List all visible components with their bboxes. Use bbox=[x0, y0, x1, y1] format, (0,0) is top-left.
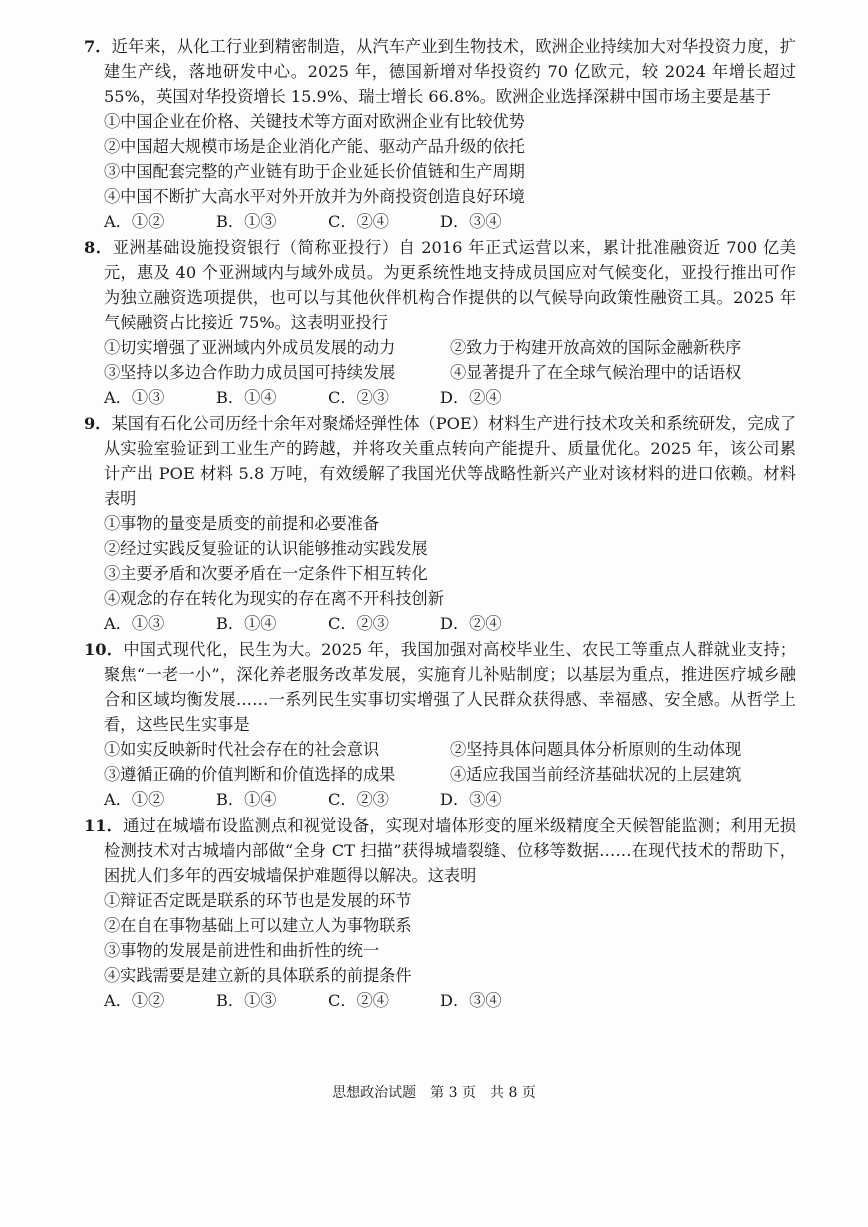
answer-choice-a: A．①② bbox=[104, 991, 165, 1010]
question-text: 通过在城墙布设监测点和视觉设备，实现对墙体形变的厘米级精度全天候智能监测；利用无损检测技术对古城墙内部做“全身 CT 扫描”获得城墙裂缝、位移等数据……在现代技术的帮助下，困扰人们多年的西安城墙保护难题得以解决。这表明 bbox=[104, 816, 796, 885]
answer-choice-c: C．②③ bbox=[328, 388, 389, 407]
answer-choice-c: C．②④ bbox=[328, 212, 389, 231]
question-number: 10． bbox=[84, 640, 124, 659]
question-number: 9． bbox=[84, 414, 112, 433]
page-footer: 思想政治试题 第 3 页 共 8 页 bbox=[332, 1085, 536, 1101]
answer-choice-c: C．②③ bbox=[328, 614, 389, 633]
statement-option: ④实践需要是建立新的具体联系的前提条件 bbox=[104, 966, 412, 985]
question-9 bbox=[84, 411, 796, 636]
answer-choices bbox=[84, 787, 796, 812]
answer-choice-a: A．①② bbox=[104, 790, 165, 809]
question-text: 中国式现代化，民生为大。2025 年，我国加强对高校毕业生、农民工等重点人群就业支持；聚焦“一老一小”，深化养老服务改革发展，实施育儿补贴制度；以基层为重点，推进医疗城乡融合和区域均衡发展……一系列民生实事切实增强了人民群众获得感、幸福感、安全感。从哲学上看，这些民生实事是 bbox=[104, 640, 796, 734]
answer-choice-b: B．①④ bbox=[216, 388, 277, 407]
option-list bbox=[84, 335, 796, 385]
question-list bbox=[84, 34, 796, 1014]
question-text: 近年来，从化工行业到精密制造，从汽车产业到生物技术，欧洲企业持续加大对华投资力度，扩建生产线，落地研发中心。2025 年，德国新增对华投资约 70 亿欧元，较 2024 年增长超过 55%，英国对华投资增长 15.9%、瑞士增长 66.8%。欧洲企业选择深耕中国市场主要是基于 bbox=[104, 37, 796, 106]
answer-choice-b: B．①④ bbox=[216, 614, 277, 633]
question-number: 11． bbox=[84, 816, 124, 835]
statement-option: ①切实增强了亚洲域内外成员发展的动力 bbox=[104, 338, 396, 357]
question-stem bbox=[84, 235, 796, 335]
statement-option: ④显著提升了在全球气候治理中的话语权 bbox=[450, 363, 742, 382]
question-8 bbox=[84, 235, 796, 410]
answer-choice-c: C．②③ bbox=[328, 790, 389, 809]
statement-option: ④观念的存在转化为现实的存在离不开科技创新 bbox=[104, 589, 444, 608]
answer-choice-b: B．①④ bbox=[216, 790, 277, 809]
statement-option: ②经过实践反复验证的认识能够推动实践发展 bbox=[104, 539, 428, 558]
answer-choice-b: B．①③ bbox=[216, 212, 277, 231]
question-number: 8． bbox=[84, 238, 113, 257]
answer-choice-c: C．②④ bbox=[328, 991, 389, 1010]
statement-option: ④中国不断扩大高水平对外开放并为外商投资创造良好环境 bbox=[104, 187, 525, 206]
statement-option: ③坚持以多边合作助力成员国可持续发展 bbox=[104, 363, 396, 382]
statement-option: ①中国企业在价格、关键技术等方面对欧洲企业有比较优势 bbox=[104, 112, 525, 131]
question-stem bbox=[84, 411, 796, 511]
question-11 bbox=[84, 813, 796, 1013]
statement-option: ②中国超大规模市场是企业消化产能、驱动产品升级的依托 bbox=[104, 137, 525, 156]
statement-option: ③事物的发展是前进性和曲折性的统一 bbox=[104, 941, 380, 960]
answer-choices bbox=[84, 988, 796, 1013]
option-list bbox=[84, 511, 796, 611]
answer-choice-d: D．③④ bbox=[440, 212, 502, 231]
option-list bbox=[84, 737, 796, 787]
statement-option: ③主要矛盾和次要矛盾在一定条件下相互转化 bbox=[104, 564, 428, 583]
answer-choice-d: D．③④ bbox=[440, 790, 502, 809]
answer-choices bbox=[84, 611, 796, 636]
answer-choice-d: D．②④ bbox=[440, 388, 502, 407]
answer-choice-d: D．②④ bbox=[440, 614, 502, 633]
question-number: 7． bbox=[84, 37, 112, 56]
statement-option: ①辩证否定既是联系的环节也是发展的环节 bbox=[104, 891, 412, 910]
statement-option: ③中国配套完整的产业链有助于企业延长价值链和生产周期 bbox=[104, 162, 525, 181]
answer-choice-a: A．①② bbox=[104, 212, 165, 231]
statement-option: ①事物的量变是质变的前提和必要准备 bbox=[104, 514, 380, 533]
answer-choices bbox=[84, 209, 796, 234]
question-stem bbox=[84, 637, 796, 737]
answer-choice-b: B．①③ bbox=[216, 991, 277, 1010]
question-7 bbox=[84, 34, 796, 234]
statement-option: ②在自在事物基础上可以建立人为事物联系 bbox=[104, 916, 412, 935]
statement-option: ④适应我国当前经济基础状况的上层建筑 bbox=[450, 765, 742, 784]
statement-option: ①如实反映新时代社会存在的社会意识 bbox=[104, 740, 380, 759]
question-stem bbox=[84, 813, 796, 888]
question-text: 亚洲基础设施投资银行（简称亚投行）自 2016 年正式运营以来，累计批准融资近 700 亿美元，惠及 40 个亚洲域内与域外成员。为更系统性地支持成员国应对气候变化，亚投行推出可作为独立融资选项提供，也可以与其他伙伴机构合作提供的以气候导向政策性融资工具。2025 年气候融资占比接近 75%。这表明亚投行 bbox=[104, 238, 796, 332]
option-list bbox=[84, 888, 796, 988]
answer-choice-d: D．③④ bbox=[440, 991, 502, 1010]
question-stem bbox=[84, 34, 796, 109]
question-10 bbox=[84, 637, 796, 812]
option-list bbox=[84, 109, 796, 209]
statement-option: ③遵循正确的价值判断和价值选择的成果 bbox=[104, 765, 396, 784]
answer-choice-a: A．①③ bbox=[104, 614, 165, 633]
statement-option: ②坚持具体问题具体分析原则的生动体现 bbox=[450, 740, 742, 759]
answer-choice-a: A．①③ bbox=[104, 388, 165, 407]
question-text: 某国有石化公司历经十余年对聚烯烃弹性体（POE）材料生产进行技术攻关和系统研发，完成了从实验室验证到工业生产的跨越，并将攻关重点转向产能提升、质量优化。2025 年，该公司累计产出 POE 材料 5.8 万吨，有效缓解了我国光伏等战略性新兴产业对该材料的进口依赖。材料表明 bbox=[104, 414, 797, 508]
answer-choices bbox=[84, 385, 796, 410]
statement-option: ②致力于构建开放高效的国际金融新秩序 bbox=[450, 338, 742, 357]
